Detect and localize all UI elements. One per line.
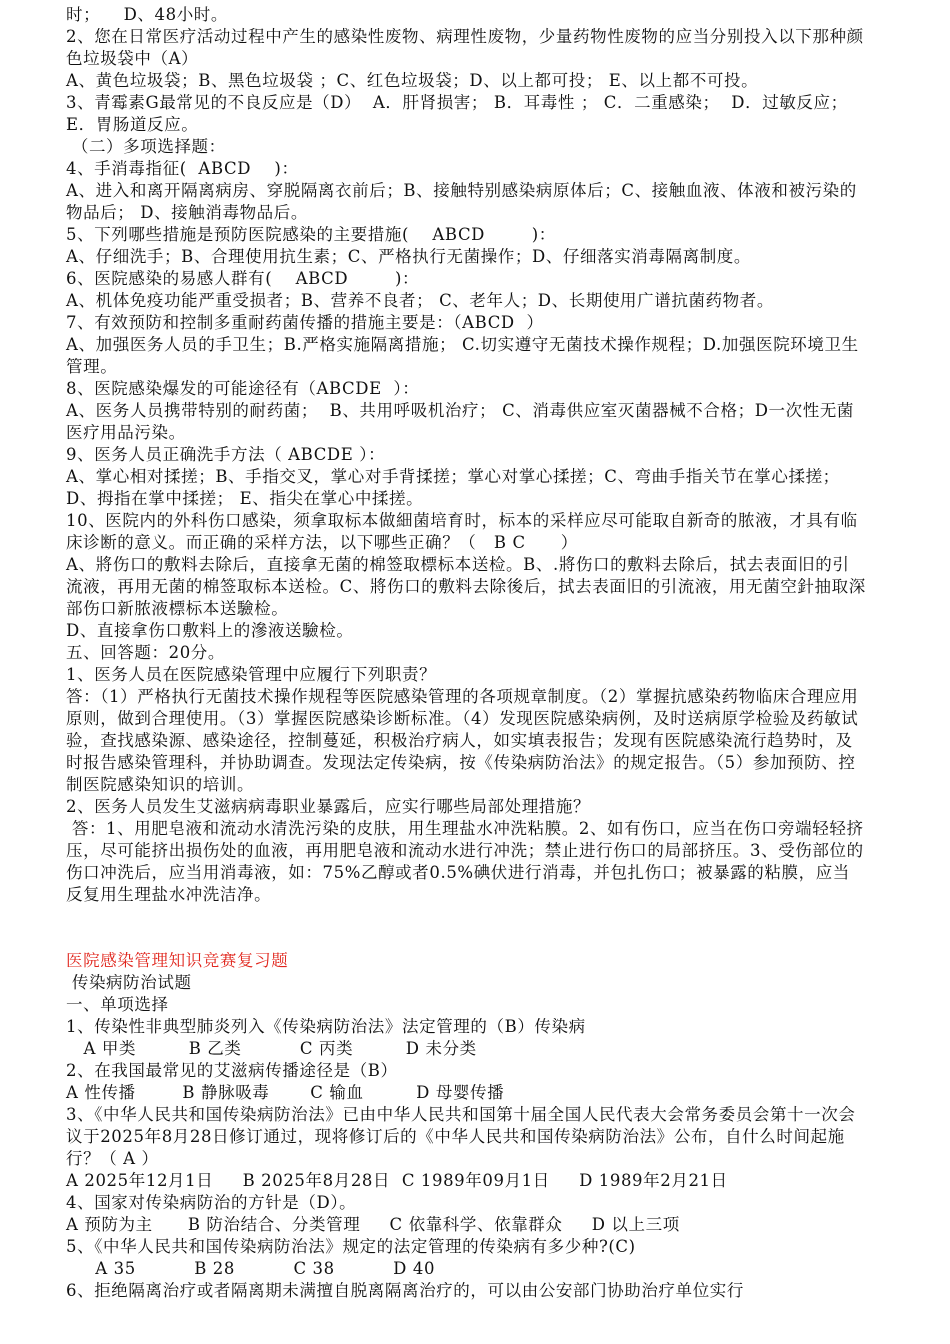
- answer-options-6: A、机体免疫功能严重受损者；B、营养不良者； C、老年人；D、长期使用广谱抗菌药物者。: [66, 291, 774, 310]
- quiz-line: 2、在我国最常见的艾滋病传播途径是（B）: [66, 1061, 398, 1080]
- question-7: 7、有效预防和控制多重耐药菌传播的措施主要是：（ABCD ）: [66, 313, 544, 332]
- section-2: [66, 950, 866, 1302]
- quiz-options-line: A 2025年12月1日 B 2025年8月28日 C 1989年09月1日 D 1989年2月21日: [66, 1171, 728, 1190]
- question-8: 8、医院感染爆发的可能途径有（ABCDE ）：: [66, 379, 420, 398]
- section-subtitle: 传染病防治试题: [66, 973, 192, 992]
- quiz-line: 1、传染性非典型肺炎列入《传染病防治法》法定管理的（B）传染病: [66, 1017, 586, 1036]
- quiz-line: 5、《中华人民共和国传染病防治法》规定的法定管理的传染病有多少种?(C): [66, 1237, 636, 1256]
- part-heading: 一、单项选择: [66, 995, 169, 1014]
- question-9: 9、医务人员正确洗手方法（ ABCDE ）：: [66, 445, 386, 464]
- question-3: 3、青霉素G最常见的不良反应是（D） A．肝肾损害； B．耳毒性 ； C．二重感染； D．过敏反应； E．胃肠道反应。: [66, 93, 854, 134]
- quiz-options-line: A 甲类 B 乙类 C 丙类 D 未分类: [66, 1039, 477, 1058]
- question-5: 5、下列哪些措施是预防医院感染的主要措施( ABCD )：: [66, 225, 556, 244]
- quiz-options-line: A 性传播 B 静脉吸毒 C 输血 D 母婴传播: [66, 1083, 505, 1102]
- answer-options-4: A、进入和离开隔离病房、穿脱隔离衣前后；B、接触特别感染病原体后；C、接触血液、体液和被污染的物品后； D、接触消毒物品后。: [66, 181, 857, 222]
- quiz-line: 3、《中华人民共和国传染病防治法》已由中华人民共和国第十届全国人民代表大会常务委员会第十一次会议于2025年8月28日修订通过，现将修订后的《中华人民共和国传染病防治法》公布，自什么时间起施行？（ A ）: [66, 1105, 856, 1168]
- text-line: 时； D、48小时。: [66, 5, 229, 24]
- section-title: 医院感染管理知识竞赛复习题: [66, 951, 289, 970]
- answer-options-9: A、掌心相对揉搓；B、手指交叉，掌心对手背揉搓；掌心对掌心揉搓；C、弯曲手指关节在掌心揉搓；D、拇指在掌中揉搓； E、指尖在掌心中揉搓。: [66, 467, 840, 508]
- answer-options-8: A、医务人员携带特别的耐药菌； B、共用呼吸机治疗； C、消毒供应室灭菌器械不合格；D一次性无菌医疗用品污染。: [66, 401, 855, 442]
- answer-options-5: A、仔细洗手；B、合理使用抗生素；C、严格执行无菌操作；D、仔细落实消毒隔离制度。: [66, 247, 751, 266]
- question-6: 6、医院感染的易感人群有( ABCD )：: [66, 269, 420, 288]
- section-heading-multiple-choice: （二）多项选择题：: [66, 137, 226, 156]
- quiz-options-line: A 预防为主 B 防治结合、分类管理 C 依靠科学、依靠群众 D 以上三项: [66, 1215, 680, 1234]
- answer-options-2: A、黄色垃圾袋；B、黑色垃圾袋 ；C、红色垃圾袋；D、以上都可投； E、以上都不可投。: [66, 71, 759, 90]
- answer-option-10-d: D、直接拿伤口敷料上的滲液送驗检。: [66, 621, 354, 640]
- answer-text-1: 答：（1）严格执行无菌技术操作规程等医院感染管理的各项规章制度。（2）掌握抗感染药物临床合理应用原则，做到合理使用。（3）掌握医院感染诊断标准。（4）发现医院感染病例，及时送病原学检验及药敏试验，查找感染源、感染途径，控制蔓延，积极治疗病人，如实填表报告；发现有医院感染流行趋势时，及时报告感染管理科，并协助调查。发现法定传染病，按《传染病防治法》的规定报告。（5）参加预防、控制医院感染知识的培训。: [66, 687, 859, 794]
- section-1: [66, 4, 866, 906]
- answer-options-10-abc: A、將伤口的敷料去除后，直接拿无菌的棉签取標标本送检。B、.將伤口的敷料去除后，拭去表面旧的引流液，再用无菌的棉签取标本送检。C、將伤口的敷料去除後后，拭去表面旧的引流液，用无菌空針抽取深部伤口新脓液標标本送驗检。: [66, 555, 866, 618]
- quiz-line: 6、拒绝隔离治疗或者隔离期未满擅自脱离隔离治疗的，可以由公安部门协助治疗单位实行: [66, 1281, 744, 1300]
- section-heading-answer-questions: 五、回答题：20分。: [66, 643, 225, 662]
- section-gap: [66, 906, 866, 950]
- question-4: 4、手消毒指征( ABCD )：: [66, 159, 299, 178]
- answer-question-1: 1、医务人员在医院感染管理中应履行下列职责？: [66, 665, 437, 684]
- answer-text-2: 答：1、用肥皂液和流动水清洗污染的皮肤，用生理盐水冲洗粘膜。2、如有伤口，应当在伤口旁端轻轻挤压，尽可能挤出损伤处的血液，再用肥皂液和流动水进行冲洗；禁止进行伤口的局部挤压。3、受伤部位的伤口冲洗后，应当用消毒液，如：75%乙醇或者0.5%碘伏进行消毒，并包扎伤口；被暴露的粘膜，应当反复用生理盐水冲洗洁净。: [66, 819, 864, 904]
- question-10: 10、医院内的外科伤口感染，须拿取标本做細菌培育时，标本的采样应尽可能取自新奇的脓液，才具有临床诊断的意义。而正确的采样方法，以下哪些正确？（ B C ）: [66, 511, 858, 552]
- question-2: 2、您在日常医疗活动过程中产生的感染性废物、病理性废物，少量药物性废物的应当分别投入以下那种颜色垃圾袋中（A）: [66, 27, 864, 68]
- quiz-options-line: A 35 B 28 C 38 D 40: [66, 1259, 436, 1278]
- answer-question-2: 2、医务人员发生艾滋病病毒职业暴露后，应实行哪些局部处理措施？: [66, 797, 591, 816]
- quiz-line: 4、国家对传染病防治的方针是（D）。: [66, 1193, 357, 1212]
- answer-options-7: A、加强医务人员的手卫生；B.严格实施隔离措施； C.切实遵守无菌技术操作规程；D.加强医院环境卫生管理。: [66, 335, 859, 376]
